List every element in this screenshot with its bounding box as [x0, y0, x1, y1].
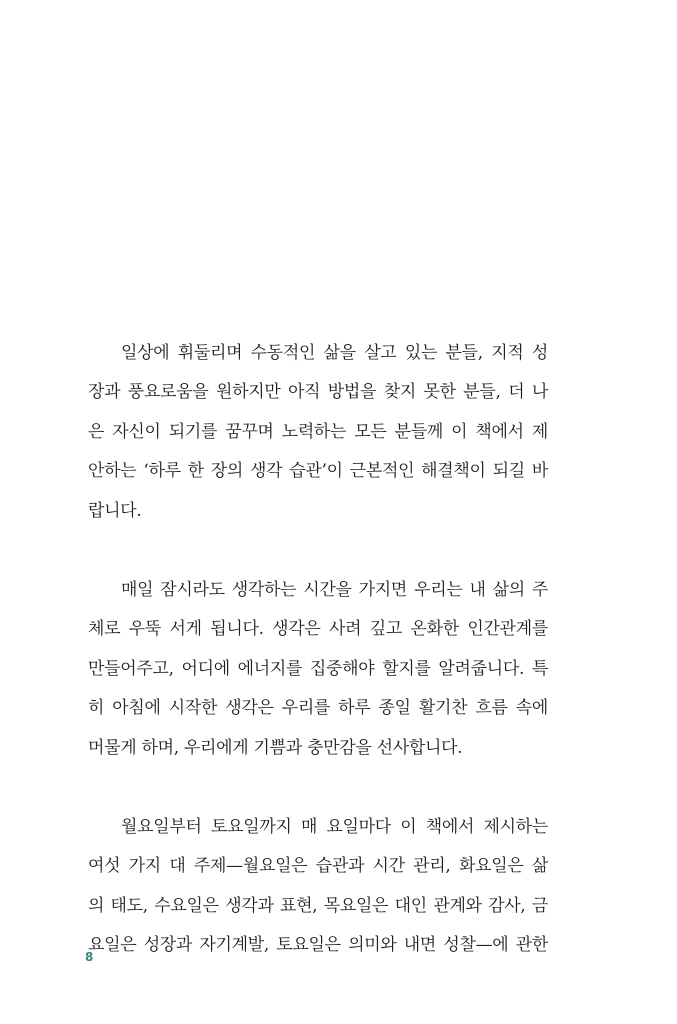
text-line: 안하는 ‘하루 한 장의 생각 습관’이 근본적인 해결책이 되길 바 [88, 461, 548, 482]
body-text [88, 334, 548, 1005]
text-line: 의 태도, 수요일은 생각과 표현, 목요일은 대인 관계와 감사, 금 [88, 895, 548, 916]
paragraph-3 [88, 808, 548, 966]
text-line: 매일 잠시라도 생각하는 시간을 가지면 우리는 내 삶의 주 [121, 579, 548, 600]
text-line: 머물게 하며, 우리에게 기쁨과 충만감을 선사합니다. [88, 737, 463, 758]
paragraph-1 [88, 334, 548, 531]
text-line: 체로 우뚝 서게 됩니다. 생각은 사려 깊고 온화한 인간관계를 [88, 619, 548, 640]
text-line: 요일은 성장과 자기계발, 토요일은 의미와 내면 성찰—에 관한 [88, 935, 548, 956]
text-line: 히 아침에 시작한 생각은 우리를 하루 종일 활기찬 흐름 속에 [88, 698, 548, 719]
text-line: 일상에 휘둘리며 수동적인 삶을 살고 있는 분들, 지적 성 [121, 343, 548, 363]
text-line: 랍니다. [88, 500, 142, 521]
text-line: 여섯 가지 대 주제—월요일은 습관과 시간 관리, 화요일은 삶 [88, 856, 548, 877]
paragraph-2 [88, 571, 548, 768]
text-line: 월요일부터 토요일까지 매 요일마다 이 책에서 제시하는 [121, 816, 548, 837]
page-number: 8 [85, 950, 94, 964]
text-line: 장과 풍요로움을 원하지만 아직 방법을 찾지 못한 분들, 더 나 [88, 382, 548, 403]
text-line: 은 자신이 되기를 꿈꾸며 노력하는 모든 분들께 이 책에서 제 [88, 421, 548, 442]
text-line: 만들어주고, 어디에 에너지를 집중해야 할지를 알려줍니다. 특 [88, 658, 548, 679]
